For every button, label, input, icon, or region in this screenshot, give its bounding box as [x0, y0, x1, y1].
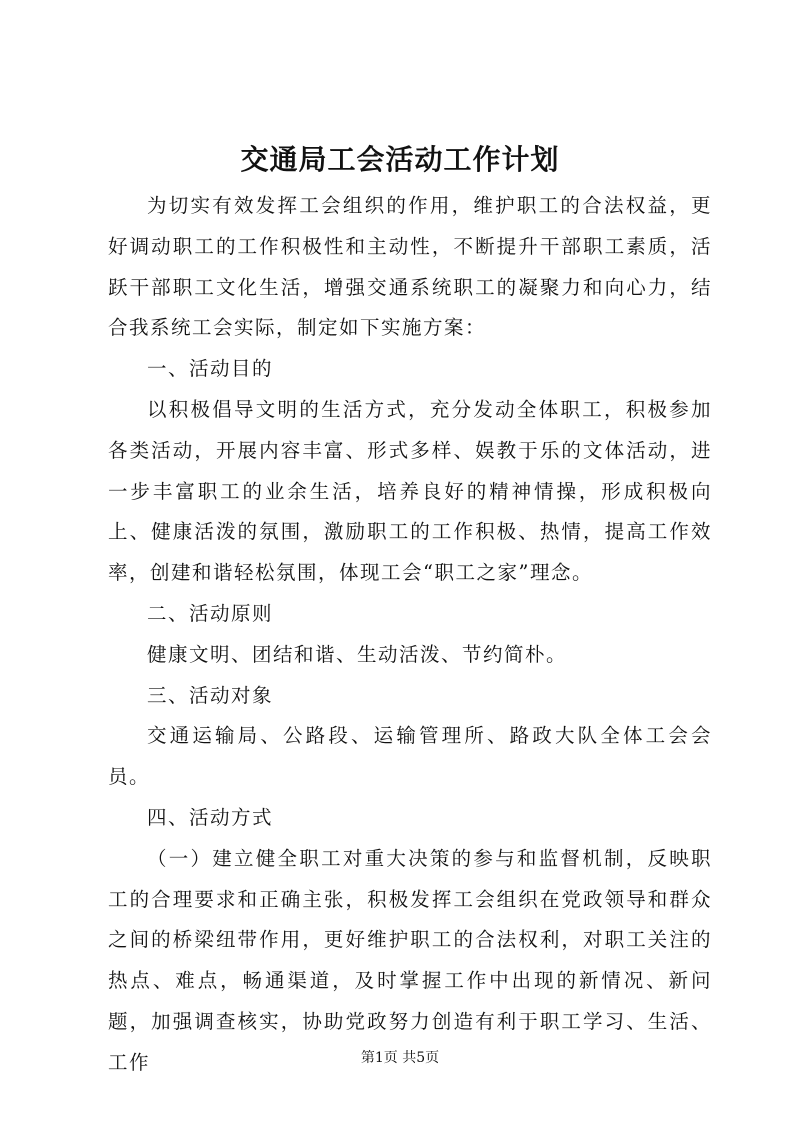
section-heading-methods: 四、活动方式	[147, 805, 274, 829]
section-heading-purpose: 一、活动目的	[147, 357, 274, 381]
page-number-footer: 第1页 共5页	[360, 1050, 440, 1066]
intro-paragraph: 为切实有效发挥工会组织的作用，维护职工的合法权益，更好调动职工的工作积极性和主动性，不断提升干部职工素质，活跃干部职工文化生活，增强交通系统职工的凝聚力和向心力，结合我系统工会实际，制定如下实施方案：	[108, 194, 712, 340]
section-body-principles: 健康文明、团结和谐、生动活泼、节约简朴。	[147, 642, 568, 666]
document-body	[108, 186, 712, 1084]
section-body-methods: （一）建立健全职工对重大决策的参与和监督机制，反映职工的合理要求和正确主张，积极发挥工会组织在党政领导和群众之间的桥梁纽带作用，更好维护职工的合法权利，对职工关注的热点、难点，畅通渠道，及时掌握工作中出现的新情况、新问题，加强调查核实，协助党政努力创造有利于职工学习、生活、工作	[108, 846, 712, 1074]
section-heading-principles: 二、活动原则	[147, 601, 274, 625]
document-title: 交通局工会活动工作计划	[240, 143, 560, 176]
section-heading-participants: 三、活动对象	[147, 683, 274, 707]
section-body-participants: 交通运输局、公路段、运输管理所、路政大队全体工会会员。	[108, 724, 712, 789]
section-body-purpose: 以积极倡导文明的生活方式，充分发动全体职工，积极参加各类活动，开展内容丰富、形式多样、娱教于乐的文体活动，进一步丰富职工的业余生活，培养良好的精神情操，形成积极向上、健康活泼的氛围，激励职工的工作积极、热情，提高工作效率，创建和谐轻松氛围，体现工会“职工之家”理念。	[108, 397, 712, 585]
